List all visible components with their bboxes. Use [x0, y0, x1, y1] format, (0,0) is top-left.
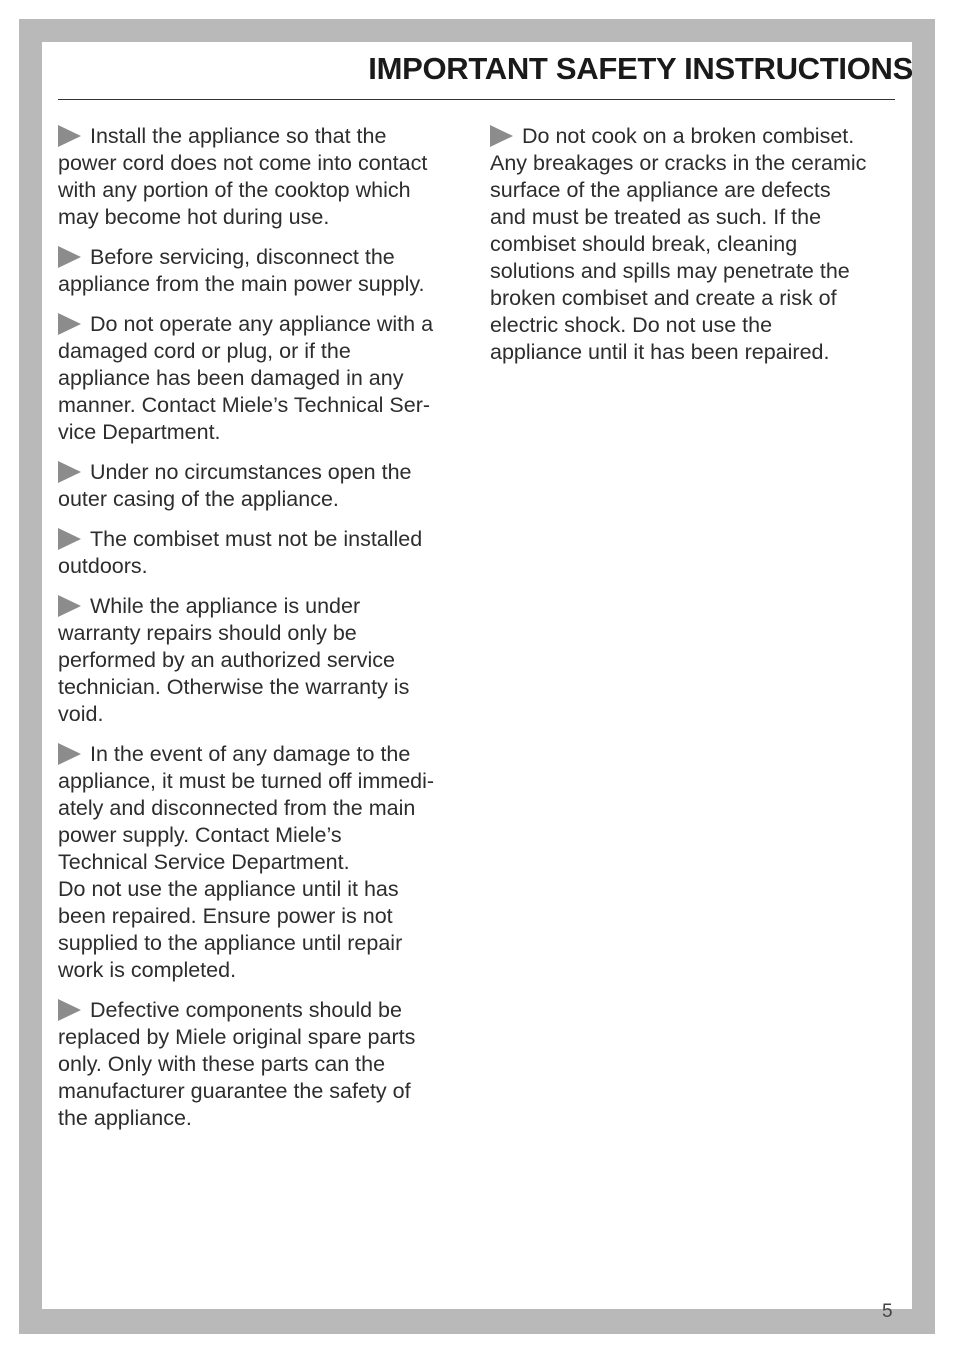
page-number: 5	[882, 1301, 893, 1322]
instruction-item	[490, 123, 900, 366]
instruction-item	[58, 123, 468, 231]
instruction-item	[58, 459, 468, 513]
instruction-text: Under no circumstances open the outer casing of the appliance.	[58, 460, 412, 511]
triangle-bullet-icon	[490, 125, 513, 147]
instruction-text: While the appliance is under warranty repairs should only be performed by an authorized service technician. Otherwise the warranty is void.	[58, 594, 410, 726]
triangle-bullet-icon	[58, 999, 81, 1021]
instruction-text: Do not cook on a broken combiset. Any breakages or cracks in the ceramic surface of the appliance are defects and must be treated as such. If the combiset should break, cleaning solutions and spills may penetrate the broken combiset and create a risk of electric shock. Do not use the appliance until it has been repaired.	[490, 124, 867, 364]
instruction-item	[58, 526, 468, 580]
right-column	[490, 123, 900, 379]
triangle-bullet-icon	[58, 595, 81, 617]
instruction-item	[58, 593, 468, 728]
instruction-text: Do not operate any appliance with a damaged cord or plug, or if the appliance has been damaged in any manner. Contact Miele’s Technical Ser- vice Department.	[58, 312, 434, 444]
instruction-text: The combiset must not be installed outdoors.	[58, 527, 423, 578]
instruction-item	[58, 244, 468, 298]
triangle-bullet-icon	[58, 125, 81, 147]
triangle-bullet-icon	[58, 246, 81, 268]
triangle-bullet-icon	[58, 743, 81, 765]
triangle-bullet-icon	[58, 313, 81, 335]
triangle-bullet-icon	[58, 528, 81, 550]
header-divider	[58, 99, 895, 100]
page-title: IMPORTANT SAFETY INSTRUCTIONS	[368, 51, 913, 86]
instruction-text: Install the appliance so that the power cord does not come into contact with any portion of the cooktop which may become hot during use.	[58, 124, 428, 229]
triangle-bullet-icon	[58, 461, 81, 483]
left-column	[58, 123, 468, 1145]
instruction-text: Before servicing, disconnect the appliance from the main power supply.	[58, 245, 425, 296]
instruction-text: In the event of any damage to the appliance, it must be turned off immedi- ately and disconnected from the main power supply. Contact Miele’s Technical Service Department. Do not use the appliance until it has been repaired. Ensure power is not supplied to the appliance until repair work is completed.	[58, 742, 435, 982]
instruction-text: Defective components should be replaced by Miele original spare parts only. Only with these parts can the manufacturer guarantee the safety of the appliance.	[58, 998, 416, 1130]
instruction-item	[58, 997, 468, 1132]
instruction-item	[58, 741, 468, 984]
instruction-item	[58, 311, 468, 446]
